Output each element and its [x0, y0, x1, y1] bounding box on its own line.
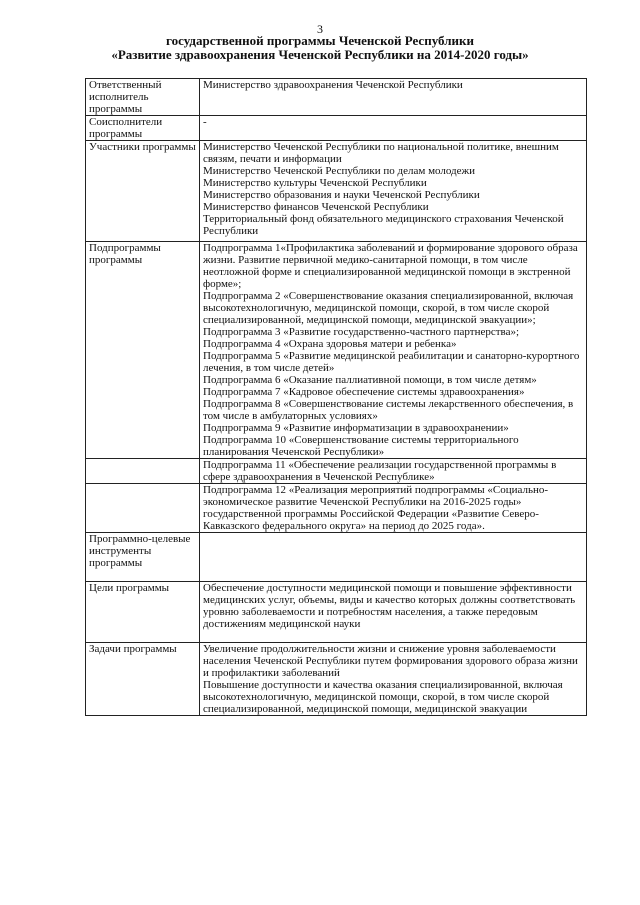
table-row	[86, 79, 587, 116]
table-row	[86, 141, 587, 242]
content-line: Обеспечение доступности медицинской помощи и повышение эффективности медицинских услуг, объемы, виды и качество которых должны соответствовать уровню заболеваемости и потребностям населения, а также передовым достижениям медицинской науки	[203, 582, 576, 630]
table-row	[86, 116, 587, 141]
content-line: Министерство Чеченской Республики по национальной политике, внешним связям, печати и информации	[203, 141, 559, 165]
row-label: Цели программы	[86, 582, 200, 643]
content-line: Подпрограмма 4 «Охрана здоровья матери и ребенка»	[203, 338, 457, 350]
content-line: Подпрограмма 6 «Оказание паллиативной помощи, в том числе детям»	[203, 374, 537, 386]
content-line: Подпрограмма 5 «Развитие медицинской реабилитации и санаторно-курортного лечения, в том числе детей»	[203, 350, 580, 374]
content-line: Подпрограмма 11 «Обеспечение реализации государственной программы в сфере здравоохранения в Чеченской Республике»	[203, 459, 557, 483]
content-line: Подпрограмма 3 «Развитие государственно-частного партнерства»;	[203, 326, 520, 338]
row-label: Задачи программы	[86, 643, 200, 716]
table-row	[86, 533, 587, 582]
row-content	[200, 116, 587, 141]
row-label: Подпрограммы программы	[86, 242, 200, 459]
table-row	[86, 459, 587, 484]
page-number: 3	[317, 22, 323, 36]
content-line: Подпрограмма 9 «Развитие информатизации в здравоохранении»	[203, 422, 509, 434]
content-line: Подпрограмма 2 «Совершенствование оказания специализированной, включая высокотехнологичную, медицинской помощи, скорой, в том числе скорой специализированной, медицинской помощи, медицинской эвакуации»;	[203, 290, 574, 326]
table-row	[86, 242, 587, 459]
content-line: Подпрограмма 10 «Совершенствование системы территориального планирования Чеченской Республики»	[203, 434, 519, 458]
content-line: Подпрограмма 12 «Реализация мероприятий подпрограммы «Социально-экономическое развитие Чеченской Республики на 2016-2025 годы» государственной программы Российской Федерации «Развитие Северо-Кавказского федерального округа» на период до 2025 года».	[203, 484, 549, 532]
row-content	[200, 79, 587, 116]
content-line: Министерство финансов Чеченской Республики	[203, 201, 429, 213]
content-line: Подпрограмма 1«Профилактика заболеваний и формирование здорового образа жизни. Развитие первичной медико-санитарной помощи, в том числе неотложной форме и специализированной медицинской помощи в экстренной форме»;	[203, 242, 578, 290]
content-line: Министерство образования и науки Чеченской Республики	[203, 189, 480, 201]
content-line: Подпрограмма 8 «Совершенствование системы лекарственного обеспечения, в том числе в амбулаторных условиях»	[203, 398, 574, 422]
row-label: Участники программы	[86, 141, 200, 242]
header-line-2: «Развитие здравоохранения Чеченской Республики на 2014-2020 годы»	[111, 47, 529, 62]
content-line: Министерство здравоохранения Чеченской Республики	[203, 79, 463, 91]
content-line: Подпрограмма 7 «Кадровое обеспечение системы здравоохранения»	[203, 386, 525, 398]
program-passport-table	[85, 78, 587, 716]
content-line: -	[203, 116, 207, 128]
row-label	[86, 459, 200, 484]
row-content	[200, 533, 587, 582]
row-label: Программно-целевые инструменты программы	[86, 533, 200, 582]
table-row	[86, 582, 587, 643]
row-content	[200, 582, 587, 643]
row-content	[200, 643, 587, 716]
table-row	[86, 643, 587, 716]
row-content	[200, 459, 587, 484]
document-header	[0, 34, 640, 62]
content-line: Повышение доступности и качества оказания специализированной, включая высокотехнологичную, медицинской помощи, скорой, в том числе скорой специализированной, медицинской помощи, медицинской эвакуации	[203, 679, 563, 715]
content-line: Министерство культуры Чеченской Республики	[203, 177, 427, 189]
row-label: Ответственный исполнитель программы	[86, 79, 200, 116]
content-line: Увеличение продолжительности жизни и снижение уровня заболеваемости населения Чеченской Республики путем формирования здорового образа жизни и профилактики заболеваний	[203, 643, 578, 679]
row-content	[200, 141, 587, 242]
row-label: Соисполнители программы	[86, 116, 200, 141]
content-line: Министерство Чеченской Республики по делам молодежи	[203, 165, 476, 177]
row-content	[200, 242, 587, 459]
table-row	[86, 484, 587, 533]
content-line: Территориальный фонд обязательного медицинского страхования Чеченской Республики	[203, 213, 564, 237]
row-label	[86, 484, 200, 533]
row-content	[200, 484, 587, 533]
header-line-1: государственной программы Чеченской Республики	[166, 33, 474, 48]
